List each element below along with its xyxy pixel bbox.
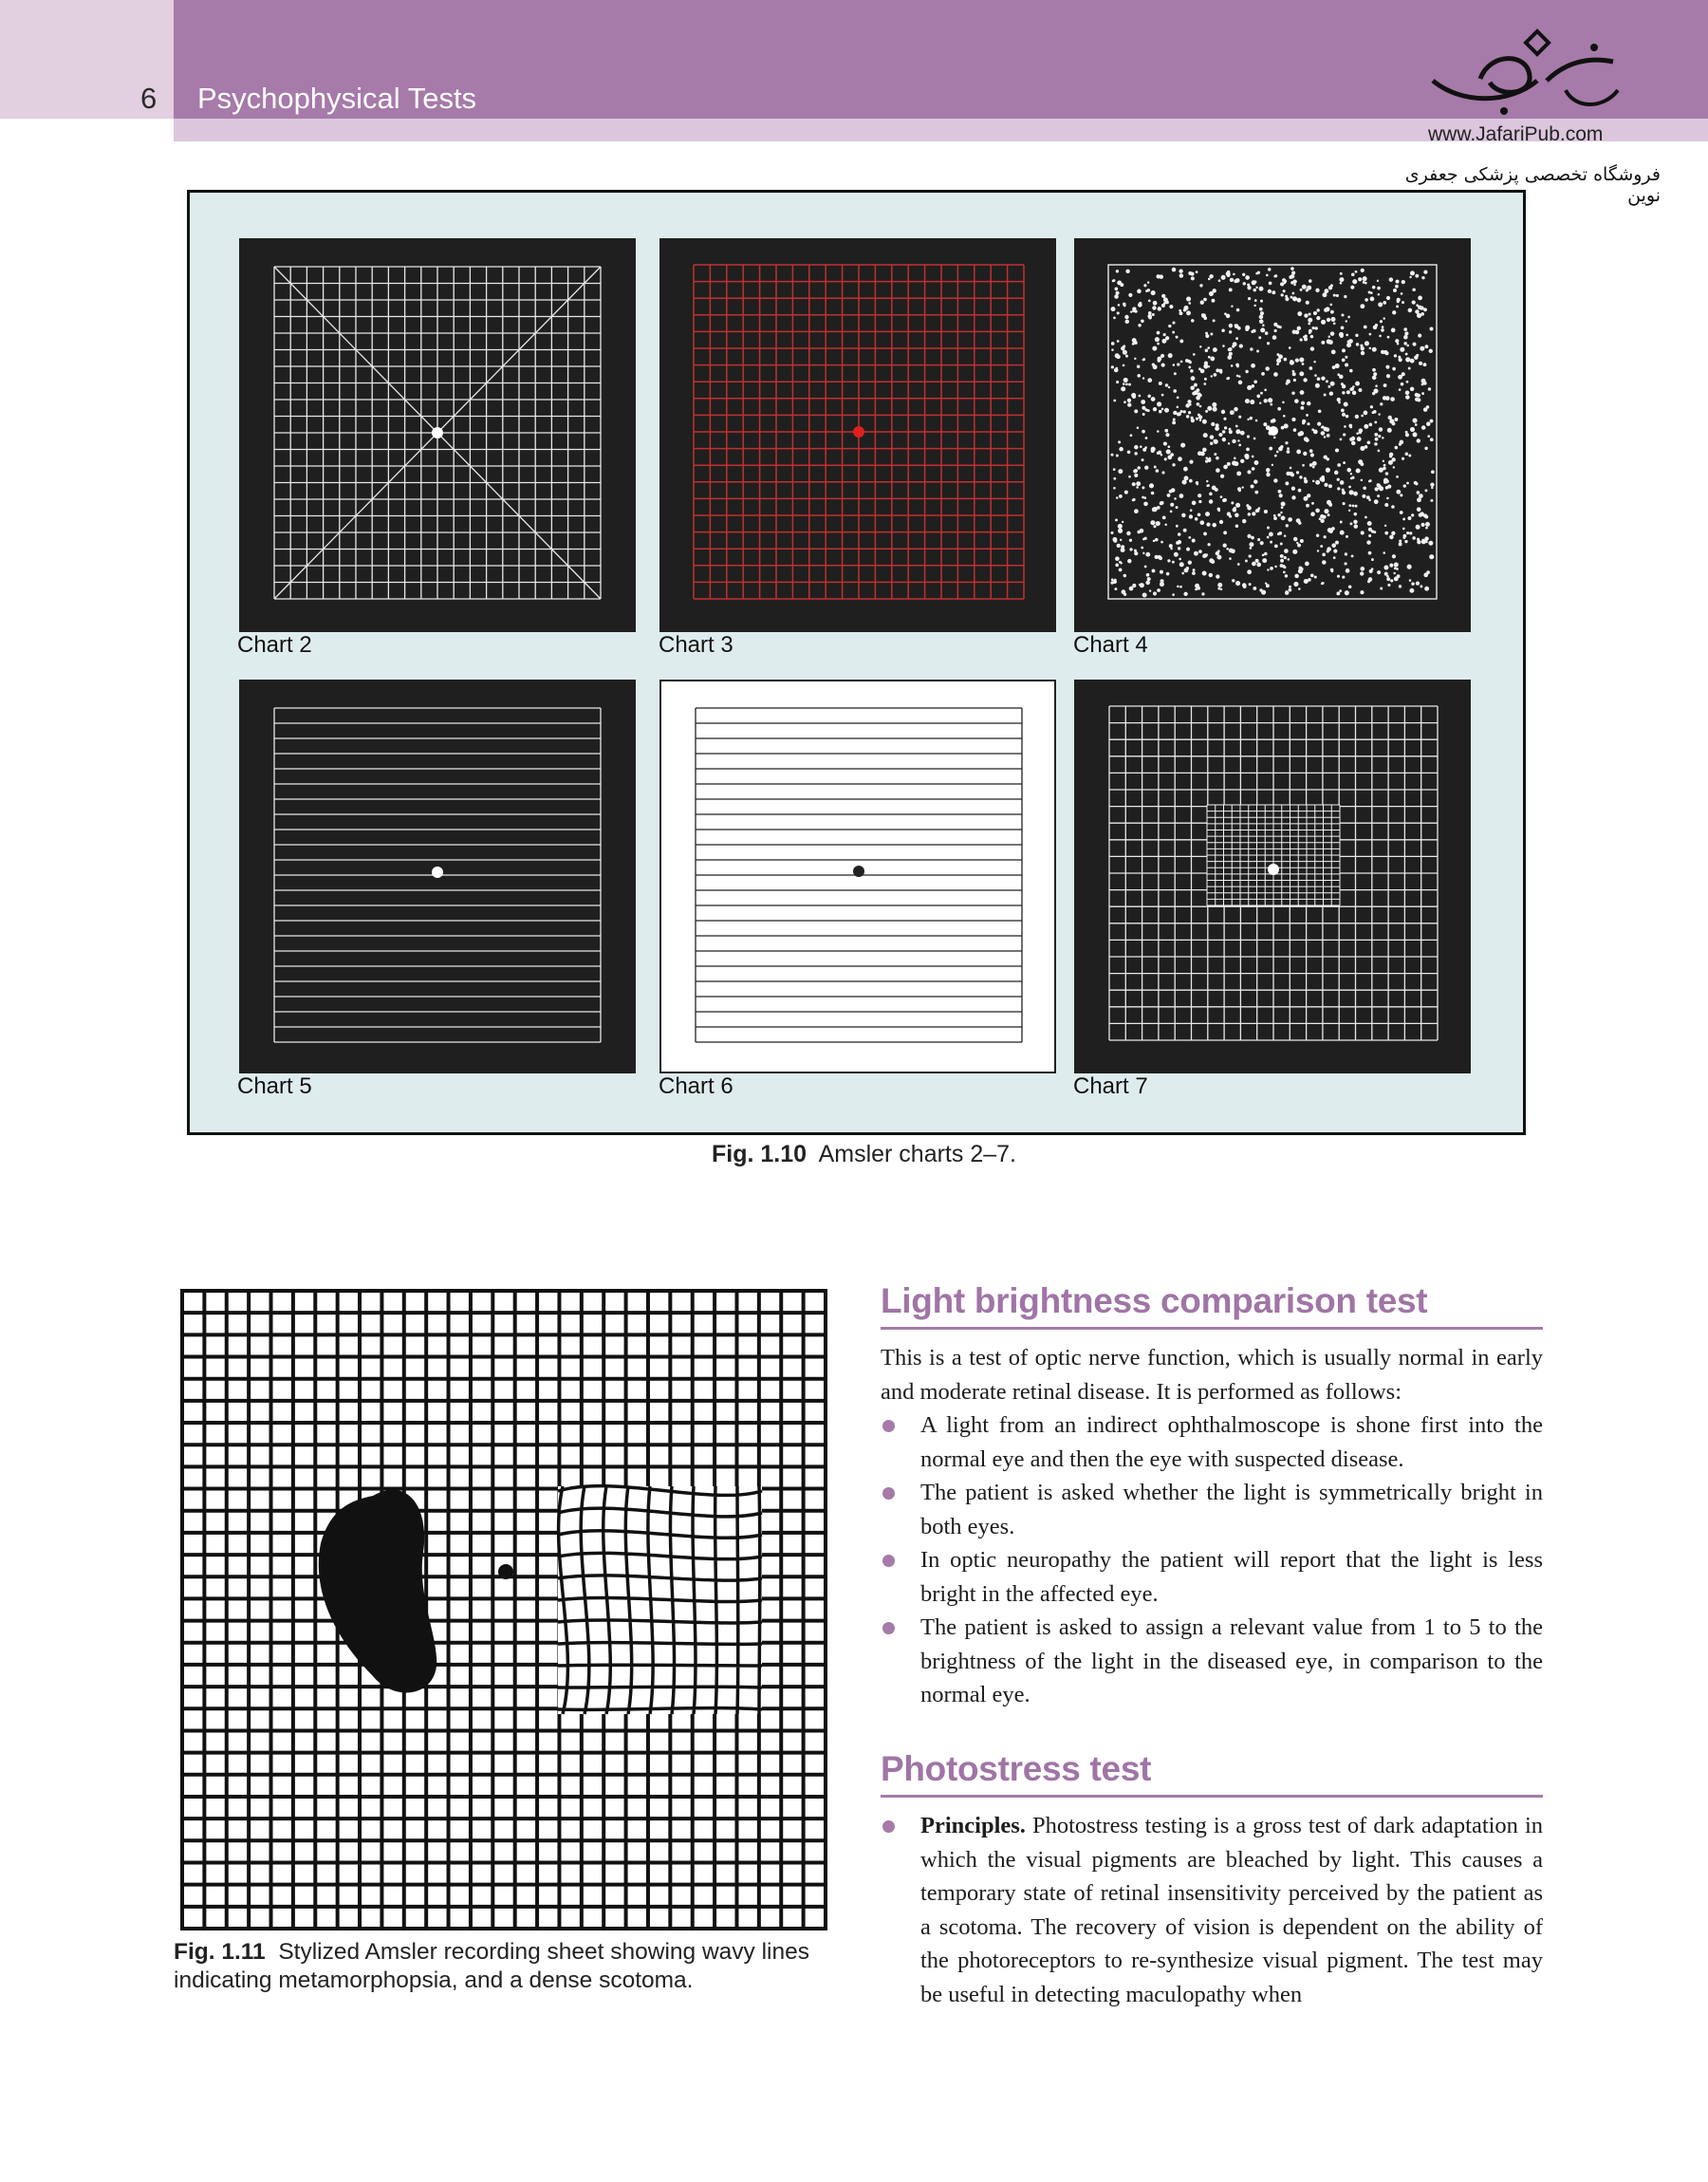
chart-2 (239, 238, 636, 632)
figure-amsler-charts (187, 190, 1526, 1135)
list-item (881, 1809, 1543, 2011)
bullet-text: Photostress testing is a gross test of dark adaptation in which the visual pigments are bleached by light. This causes a temporary state of retinal insensitivity perceived by the patient as a scotoma. The recovery of vision is dependent on the ability of the photoreceptors to re-synthesize visual pigment. The test may be useful in detecting maculopathy when (920, 1813, 1543, 2007)
caption-text: Stylized Amsler recording sheet showing wavy lines indicating metamorphopsia, and a dense scotoma. (174, 1939, 809, 1993)
page-number: 6 (140, 82, 158, 115)
chart-5 (239, 680, 636, 1073)
chart-6 (659, 680, 1056, 1073)
running-head: Psychophysical Tests (197, 82, 477, 115)
list-item: In optic neuropathy the patient will report that the light is less bright in the affected eye. (881, 1543, 1543, 1611)
bullet-lead: Principles. (920, 1813, 1026, 1838)
caption-label: Fig. 1.11 (174, 1939, 266, 1965)
section-intro: This is a test of optic nerve function, which is usually normal in early and moderate retinal disease. It is performed as follows: (881, 1345, 1543, 1405)
caption-text: Amsler charts 2–7. (818, 1141, 1016, 1167)
publisher-url: www.JafariPub.com (1428, 123, 1604, 145)
chart-label: Chart 2 (237, 632, 312, 658)
chart-4-drawing (1074, 238, 1471, 632)
list-item: A light from an indirect ophthalmoscope is shone first into the normal eye and then the eye with suspected disease. (881, 1408, 1543, 1476)
bullet-list (881, 1408, 1543, 1712)
bullet-list (881, 1809, 1543, 2011)
chart-3 (659, 238, 1056, 632)
chart-7-drawing (1074, 680, 1471, 1073)
chart-4 (1074, 238, 1471, 632)
chart-label: Chart 3 (659, 632, 733, 658)
list-item: The patient is asked whether the light is symmetrically bright in both eyes. (881, 1476, 1543, 1543)
publisher-logo (1423, 24, 1627, 123)
chart-7 (1074, 680, 1471, 1073)
list-item: The patient is asked to assign a relevant value from 1 to 5 to the brightness of the light in the diseased eye, in comparison to the normal eye. (881, 1611, 1543, 1712)
caption-label: Fig. 1.10 (712, 1141, 808, 1167)
chart-label: Chart 7 (1073, 1073, 1148, 1099)
figure-caption (174, 1938, 838, 1995)
chart-label: Chart 5 (237, 1073, 312, 1099)
figure-amsler-recording-sheet (178, 1287, 829, 1932)
chart-6-drawing (661, 681, 1054, 1072)
section-heading: Light brightness comparison test (881, 1281, 1543, 1330)
chart-2-drawing (239, 238, 636, 632)
chart-5-drawing (239, 680, 636, 1073)
figure-caption (712, 1141, 1016, 1168)
section-heading: Photostress test (881, 1749, 1543, 1798)
chart-3-drawing (659, 238, 1056, 632)
chart-label: Chart 6 (659, 1073, 733, 1099)
chart-label: Chart 4 (1073, 632, 1148, 658)
publisher-name: فروشگاه تخصصی پزشکی جعفری نوین (1404, 164, 1661, 206)
